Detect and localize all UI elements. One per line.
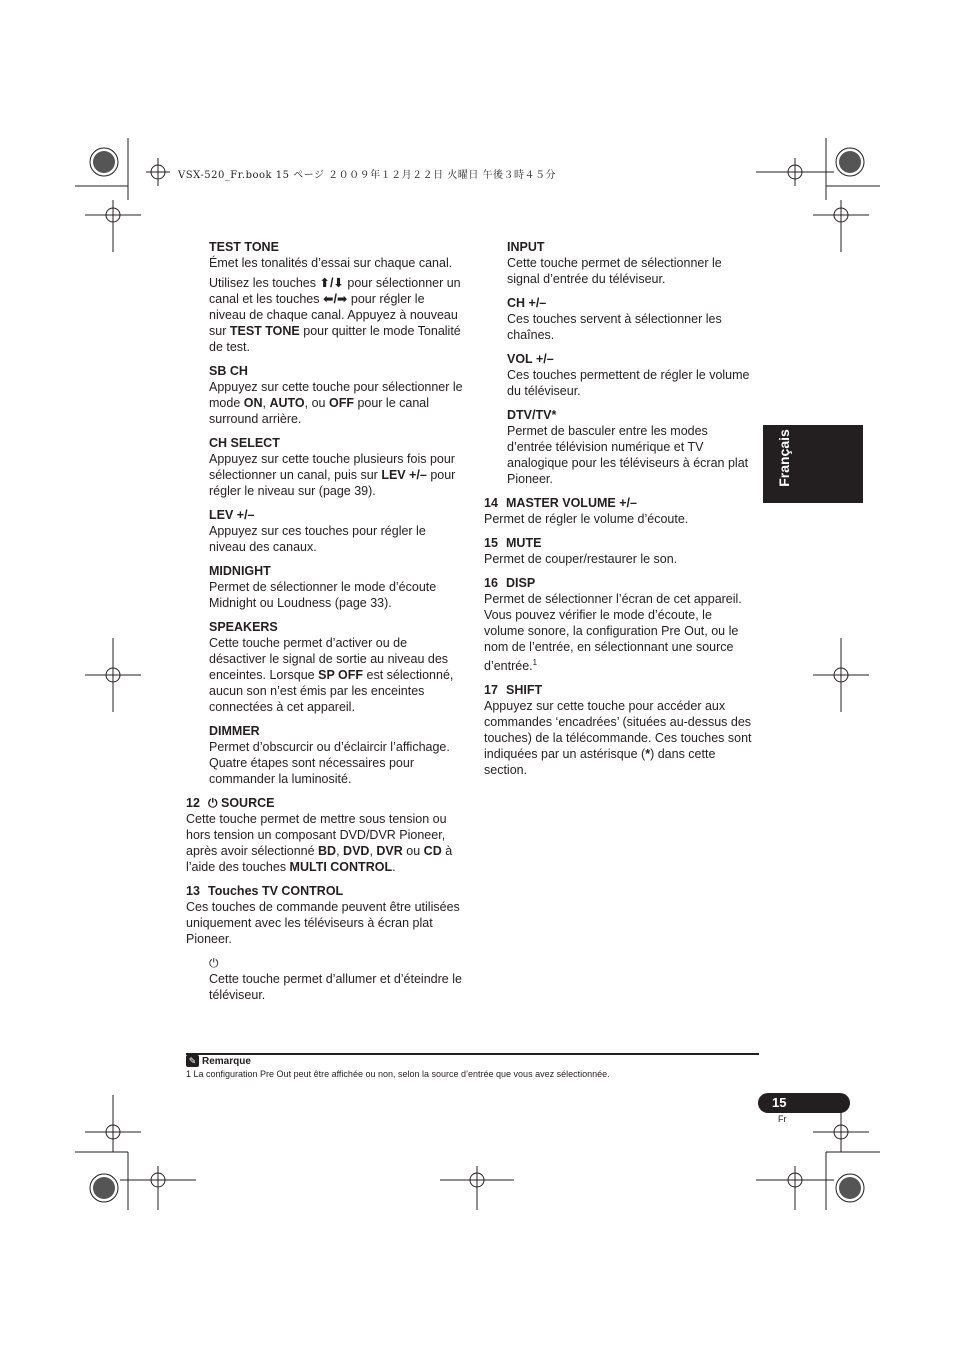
- entry-title: VOL +/–: [507, 352, 554, 366]
- entry-title: 17 SHIFT: [484, 683, 543, 698]
- entry-description: Ces touches permettent de régler le volume du téléviseur.: [507, 368, 750, 398]
- entry-ch: [507, 295, 754, 343]
- entry-title: DIMMER: [209, 724, 260, 738]
- entry-mute: [484, 535, 754, 567]
- entry-description: Permet de basculer entre les modes d’entrée télévision numérique et TV analogique pour les téléviseurs à écran plat Pioneer.: [507, 424, 749, 486]
- sub-entry-tv-power: [209, 955, 464, 1003]
- entry-lev: [209, 507, 464, 555]
- entry-title: LEV +/–: [209, 508, 255, 522]
- right-column: [484, 239, 754, 786]
- entry-description: Ces touches servent à sélectionner les chaînes.: [507, 312, 722, 342]
- language-code: Fr: [778, 1114, 787, 1124]
- entry-test-tone: [209, 239, 464, 355]
- note-label: Remarque: [202, 1055, 251, 1067]
- entry-ch-select: [209, 435, 464, 499]
- up-down-arrow-icon: ⬆/⬇: [319, 276, 344, 290]
- entry-description: Utilisez les touches ⬆/⬇ pour sélectionner un canal et les touches ⬅/➡ pour régler le niveau de chaque canal. Appuyez à nouveau sur TEST TONE pour quitter le mode Tonalité de test.: [209, 276, 461, 354]
- entry-title: CH +/–: [507, 296, 547, 310]
- entry-title: MIDNIGHT: [209, 564, 271, 578]
- footnote-divider: [186, 1053, 759, 1055]
- entry-input: [507, 239, 754, 287]
- entry-title: SPEAKERS: [209, 620, 278, 634]
- entry-source: [186, 795, 464, 875]
- footnote-ref: 1: [532, 658, 538, 667]
- entry-vol: [507, 351, 754, 399]
- entry-master-volume: [484, 495, 754, 527]
- entry-description: Appuyez sur cette touche pour sélectionner le mode ON, AUTO, ou OFF pour le canal surround arrière.: [209, 380, 463, 426]
- entry-description: Permet de sélectionner l’écran de cet appareil. Vous pouvez vérifier le mode d’écoute, le volume sonore, la configuration Pre Out, ou le nom de l’entrée, en sélectionnant une source d’entrée.$^1$: [484, 592, 742, 674]
- entry-tv-control: [186, 883, 464, 1003]
- entry-description: Cette touche permet d’activer ou de désactiver le signal de sortie au niveau des enceintes. Lorsque SP OFF est sélectionné, aucun son n’est émis par les enceintes connectées à cet appareil.: [209, 636, 454, 714]
- entry-description: Appuyez sur ces touches pour régler le niveau des canaux.: [209, 524, 426, 554]
- entry-title: DTV/TV*: [507, 408, 557, 422]
- print-header: VSX-520_Fr.book 15 ページ ２００９年１２月２２日 火曜日 午後３時４５分: [178, 170, 557, 181]
- entry-title: INPUT: [507, 240, 545, 254]
- entry-title: TEST TONE: [209, 240, 279, 254]
- page-number: 15: [758, 1093, 850, 1113]
- footnote-text: 1 La configuration Pre Out peut être affichée ou non, selon la source d’entrée que vous avez sélectionnée.: [186, 1069, 610, 1079]
- entry-description: Cette touche permet de sélectionner le signal d’entrée du téléviseur.: [507, 256, 722, 286]
- entry-disp: [484, 575, 754, 674]
- entry-description: Ces touches de commande peuvent être utilisées uniquement avec les téléviseurs à écran plat Pioneer.: [186, 900, 460, 946]
- entry-dtv-tv: [507, 407, 754, 487]
- entry-title: 14 MASTER VOLUME +/–: [484, 496, 637, 510]
- entry-description: Appuyez sur cette touche plusieurs fois pour sélectionner un canal, puis sur LEV +/– pour régler le niveau sur (page 39).: [209, 452, 456, 498]
- entry-description: Cette touche permet d’allumer et d’éteindre le téléviseur.: [209, 972, 462, 1002]
- left-right-arrow-icon: ⬅/➡: [322, 292, 348, 306]
- entry-shift: [484, 682, 754, 778]
- entry-description: Permet d’obscurcir ou d’éclaircir l’affichage. Quatre étapes sont nécessaires pour commander la luminosité.: [209, 740, 450, 786]
- entry-title: 16 DISP: [484, 576, 536, 590]
- note-heading: [186, 1055, 251, 1067]
- entry-description: Permet de régler le volume d’écoute.: [484, 512, 689, 526]
- entry-title: CH SELECT: [209, 436, 280, 450]
- power-icon: ⏻: [209, 956, 219, 970]
- entry-midnight: [209, 563, 464, 611]
- entry-description: Émet les tonalités d’essai sur chaque canal.: [209, 256, 453, 270]
- left-column: [186, 239, 464, 1011]
- entry-title: 13 Touches TV CONTROL: [186, 884, 344, 898]
- entry-description: Appuyez sur cette touche pour accéder aux commandes ‘encadrées’ (situées au-dessus des touches) de la télécommande. Ces touches sont indiquées par un astérisque (*) dans cette section.: [484, 699, 752, 778]
- entry-speakers: [209, 619, 464, 715]
- note-icon: ✎: [186, 1055, 199, 1067]
- power-icon: ⏻: [208, 796, 218, 810]
- language-tab-label: Français: [776, 429, 792, 487]
- entry-title: 15 MUTE: [484, 536, 542, 550]
- entry-title: SB CH: [209, 364, 248, 378]
- entry-sb-ch: [209, 363, 464, 427]
- entry-description: Permet de sélectionner le mode d’écoute Midnight ou Loudness (page 33).: [209, 580, 437, 610]
- entry-dimmer: [209, 723, 464, 787]
- entry-description: Permet de couper/restaurer le son.: [484, 552, 678, 566]
- entry-title: 12 ⏻ SOURCE: [186, 796, 275, 810]
- entry-description: Cette touche permet de mettre sous tension ou hors tension un composant DVD/DVR Pioneer, après avoir sélectionné BD, DVD, DVR ou CD à l’aide des touches MULTI CONTROL.: [186, 812, 453, 874]
